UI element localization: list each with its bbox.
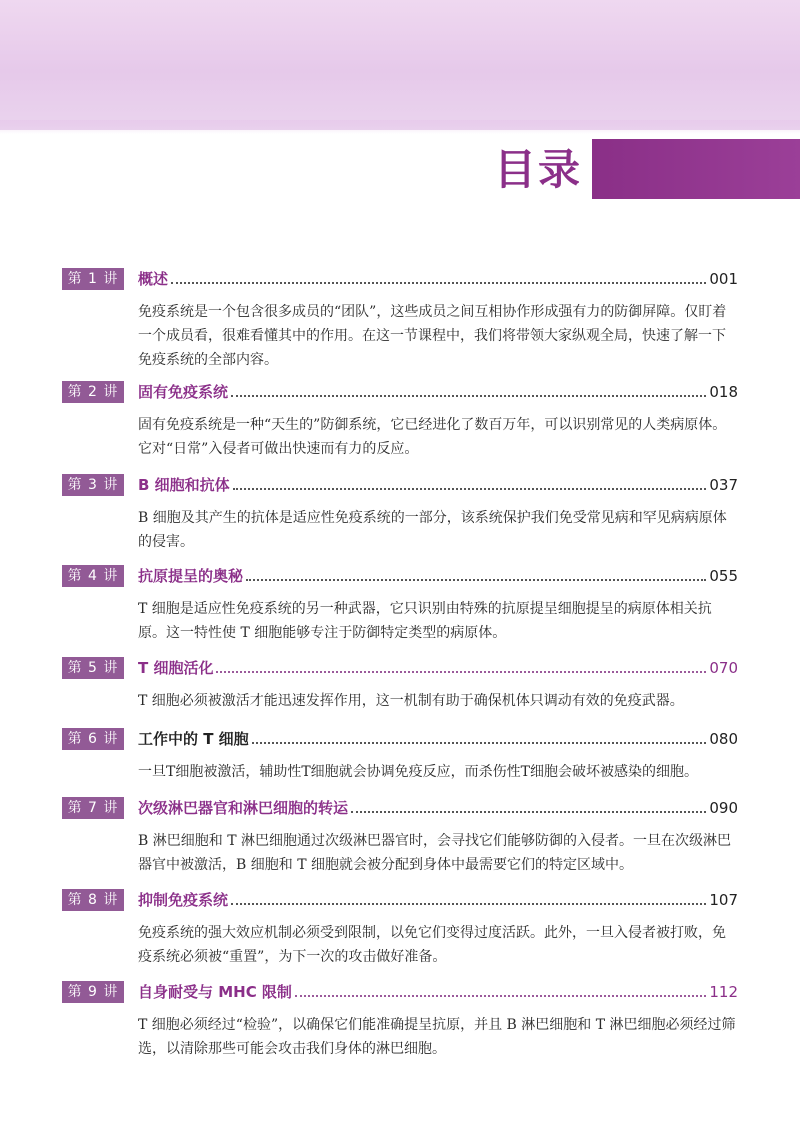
- entry-title[interactable]: 固有免疫系统: [138, 383, 229, 401]
- dot-leader: [351, 811, 706, 813]
- dot-leader: [252, 742, 707, 744]
- lecture-badge: 第 9 讲: [62, 981, 124, 1003]
- entry-title-line[interactable]: [138, 981, 738, 1003]
- page-title: 目录: [494, 145, 583, 194]
- entry-title[interactable]: B 细胞和抗体: [138, 476, 230, 494]
- entry-page-number: 080: [709, 730, 738, 748]
- entry-page-number: 055: [709, 567, 738, 585]
- dot-leader: [246, 579, 706, 581]
- lecture-badge: 第 2 讲: [62, 381, 124, 403]
- entry-title[interactable]: 工作中的 T 细胞: [138, 730, 249, 748]
- entry-page-number: 112: [709, 983, 738, 1001]
- entry-title[interactable]: 次级淋巴器官和淋巴细胞的转运: [138, 799, 349, 817]
- entry-page-number: 070: [709, 659, 738, 677]
- dot-leader: [231, 903, 706, 905]
- lecture-badge: 第 6 讲: [62, 728, 124, 750]
- entry-page-number: 001: [709, 270, 738, 288]
- dot-leader: [231, 395, 706, 397]
- entry-title[interactable]: 概述: [138, 270, 169, 288]
- dot-leader: [233, 488, 707, 490]
- entry-title[interactable]: 抗原提呈的奥秘: [138, 567, 244, 585]
- entry-title-line[interactable]: [138, 657, 738, 679]
- lecture-badge: 第 3 讲: [62, 474, 124, 496]
- title-accent-bar: [592, 139, 800, 199]
- entry-description: 免疫系统的强大效应机制必须受到限制，以免它们变得过度活跃。此外，一旦入侵者被打败，免疫系统必须被“重置”，为下一次的攻击做好准备。: [138, 925, 726, 965]
- entry-page-number: 107: [709, 891, 738, 909]
- lecture-badge: 第 4 讲: [62, 565, 124, 587]
- entry-page-number: 037: [709, 476, 738, 494]
- entry-title[interactable]: 抑制免疫系统: [138, 891, 229, 909]
- entry-title[interactable]: T 细胞活化: [138, 659, 214, 677]
- lecture-badge: 第 5 讲: [62, 657, 124, 679]
- entry-description: 免疫系统是一个包含很多成员的“团队”，这些成员之间互相协作形成强有力的防御屏障。仅盯着一个成员看，很难看懂其中的作用。在这一节课程中，我们将带领大家纵观全局，快速了解一下免疫系统的全部内容。: [138, 304, 727, 368]
- entry-title-line[interactable]: [138, 565, 738, 587]
- entry-title-line[interactable]: [138, 889, 738, 911]
- entry-title-line[interactable]: [138, 268, 738, 290]
- dot-leader: [295, 995, 706, 997]
- lecture-badge: 第 7 讲: [62, 797, 124, 819]
- entry-title-line[interactable]: [138, 474, 738, 496]
- entry-description: T 细胞必须经过“检验”，以确保它们能准确提呈抗原，并且 B 淋巴细胞和 T 淋巴细胞必须经过筛选，以清除那些可能会攻击我们身体的淋巴细胞。: [138, 1017, 736, 1057]
- entry-description: T 细胞必须被激活才能迅速发挥作用，这一机制有助于确保机体只调动有效的免疫武器。: [138, 693, 684, 709]
- entry-description: T 细胞是适应性免疫系统的另一种武器，它只识别由特殊的抗原提呈细胞提呈的病原体相关抗原。这一特性使 T 细胞能够专注于防御特定类型的病原体。: [138, 601, 712, 641]
- entry-description: B 淋巴细胞和 T 淋巴细胞通过次级淋巴器官时，会寻找它们能够防御的入侵者。一旦在次级淋巴器官中被激活，B 细胞和 T 细胞就会被分配到身体中最需要它们的特定区域中。: [138, 833, 731, 873]
- entry-title-line[interactable]: [138, 797, 738, 819]
- entry-title-line[interactable]: [138, 381, 738, 403]
- lecture-badge: 第 8 讲: [62, 889, 124, 911]
- entry-description: 一旦T细胞被激活，辅助性T细胞就会协调免疫反应，而杀伤性T细胞会破坏被感染的细胞。: [138, 764, 699, 780]
- entry-page-number: 018: [709, 383, 738, 401]
- header-band: [0, 0, 800, 130]
- entry-description: 固有免疫系统是一种“天生的”防御系统，它已经进化了数百万年，可以识别常见的人类病原体。它对“日常”入侵者可做出快速而有力的反应。: [138, 417, 727, 457]
- header-band-shadow: [0, 120, 800, 134]
- entry-title-line[interactable]: [138, 728, 738, 750]
- entry-title[interactable]: 自身耐受与 MHC 限制: [138, 983, 292, 1001]
- entry-page-number: 090: [709, 799, 738, 817]
- dot-leader: [216, 671, 706, 673]
- entry-description: B 细胞及其产生的抗体是适应性免疫系统的一部分，该系统保护我们免受常见病和罕见病病原体的侵害。: [138, 510, 727, 550]
- dot-leader: [171, 282, 706, 284]
- lecture-badge: 第 1 讲: [62, 268, 124, 290]
